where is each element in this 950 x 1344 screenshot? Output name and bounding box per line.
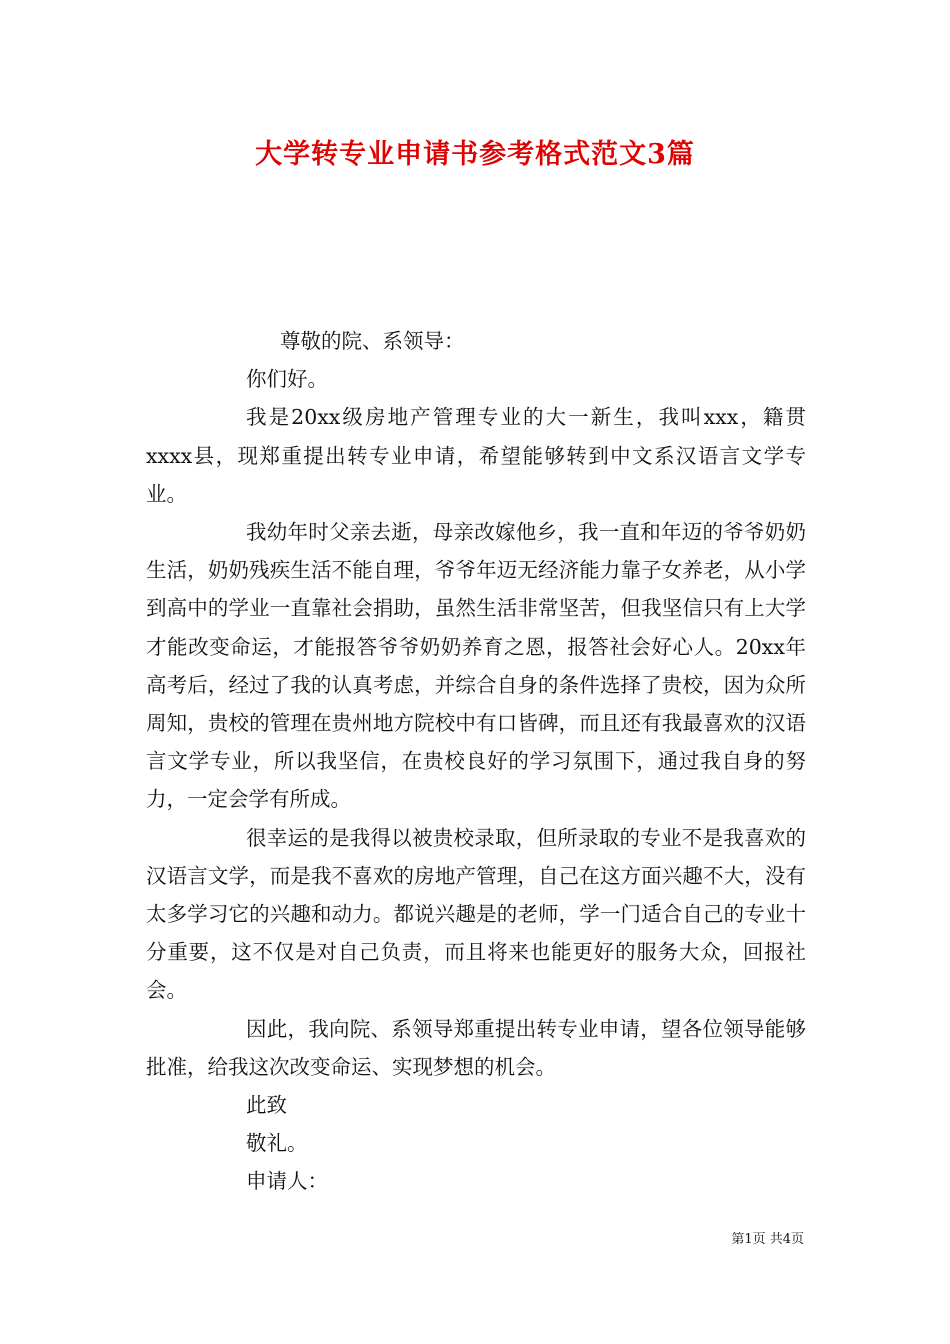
document-title: 大学转专业申请书参考格式范文3篇 — [255, 139, 695, 170]
closing-line-1: 此致 — [246, 1093, 287, 1118]
paragraph-1: 我是20xx级房地产管理专业的大一新生，我叫xxx，籍贯xxxx县，现郑重提出转专业申请，希望能够转到中文系汉语言文学专业。 — [146, 405, 806, 506]
applicant-label: 申请人： — [246, 1169, 328, 1194]
salutation: 尊敬的院、系领导： — [280, 329, 465, 353]
letter-body — [146, 322, 806, 1201]
paragraph-3: 很幸运的是我得以被贵校录取，但所录取的专业不是我喜欢的汉语言文学，而是我不喜欢的房地产管理，自己在这方面兴趣不大，没有太多学习它的兴趣和动力。都说兴趣是的老师，学一门适合自己的专业十分重要，这不仅是对自己负责，而且将来也能更好的服务大众，回报社会。 — [146, 825, 806, 1003]
paragraph-4: 因此，我向院、系领导郑重提出转专业申请，望各位领导能够批准，给我这次改变命运、实现梦想的机会。 — [146, 1016, 806, 1079]
paragraph-2: 我幼年时父亲去逝，母亲改嫁他乡，我一直和年迈的爷爷奶奶生活，奶奶残疾生活不能自理，爷爷年迈无经济能力靠子女养老，从小学到高中的学业一直靠社会捐助，虽然生活非常坚苦，但我坚信只有上大学才能改变命运，才能报答爷爷奶奶养育之恩，报答社会好心人。20xx年高考后，经过了我的认真考虑，并综合自身的条件选择了贵校，因为众所周知，贵校的管理在贵州地方院校中有口皆碑，而且还有我最喜欢的汉语言文学专业，所以我坚信，在贵校良好的学习氛围下，通过我自身的努力，一定会学有所成。 — [146, 520, 806, 812]
greeting: 你们好。 — [246, 367, 328, 392]
page-number: 第1页 共4页 — [731, 1232, 804, 1247]
closing-line-2: 敬礼。 — [246, 1131, 308, 1156]
